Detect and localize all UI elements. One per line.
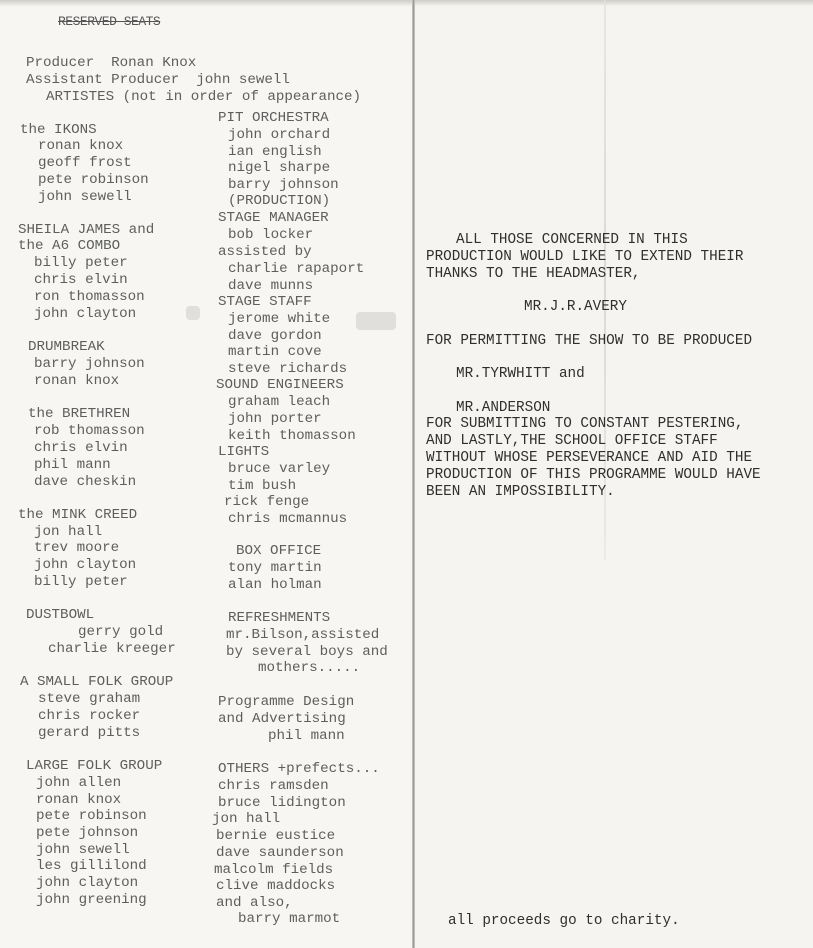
programme-line: mr.Bilson,assisted	[226, 627, 380, 643]
acknowledgement-line: MR.ANDERSON	[456, 400, 551, 416]
programme-line: billy peter	[34, 574, 128, 590]
programme-line: SOUND ENGINEERS	[216, 377, 344, 393]
programme-line: the A6 COMBO	[18, 238, 121, 254]
programme-line: john orchard	[228, 127, 331, 143]
programme-line: phil mann	[34, 457, 111, 473]
programme-line: REFRESHMENTS	[228, 610, 331, 626]
programme-line: rick fenge	[224, 494, 310, 510]
programme-line: bob locker	[228, 227, 314, 243]
programme-line: dave cheskin	[34, 474, 137, 490]
programme-line: and also,	[216, 895, 293, 911]
programme-line: dave gordon	[228, 328, 322, 344]
programme-line: STAGE STAFF	[218, 294, 312, 310]
programme-line: chris elvin	[34, 440, 128, 456]
acknowledgement-line: all proceeds go to charity.	[448, 913, 680, 929]
programme-line: bruce varley	[228, 461, 331, 477]
programme-line: geoff frost	[38, 155, 132, 171]
acknowledgement-line: WITHOUT WHOSE PERSEVERANCE AND AID THE	[426, 450, 753, 466]
programme-line: bernie eustice	[216, 828, 336, 844]
programme-line: keith thomasson	[228, 428, 356, 444]
programme-line: Programme Design	[218, 694, 355, 710]
programme-line: DRUMBREAK	[28, 339, 105, 355]
acknowledgement-line: BEEN AN IMPOSSIBILITY.	[426, 484, 615, 500]
programme-line: tim bush	[228, 478, 297, 494]
programme-line: LARGE FOLK GROUP	[26, 758, 163, 774]
programme-line: barry johnson	[34, 356, 145, 372]
programme-line: john clayton	[34, 557, 137, 573]
acknowledgement-line: FOR PERMITTING THE SHOW TO BE PRODUCED	[426, 333, 753, 349]
programme-line: trev moore	[34, 540, 120, 556]
acknowledgement-line: PRODUCTION WOULD LIKE TO EXTEND THEIR	[426, 249, 744, 265]
programme-line: john porter	[228, 411, 322, 427]
programme-line: john allen	[36, 775, 122, 791]
programme-line: john greening	[36, 892, 147, 908]
programme-line: pete johnson	[36, 825, 139, 841]
programme-line: dave saunderson	[216, 845, 344, 861]
programme-line: ian english	[228, 144, 322, 160]
programme-line: dave munns	[228, 278, 314, 294]
programme-line: charlie rapaport	[228, 261, 365, 277]
programme-line: john sewell	[36, 842, 130, 858]
programme-line: ronan knox	[38, 138, 124, 154]
programme-line: martin cove	[228, 344, 322, 360]
programme-line: chris mcmannus	[228, 511, 348, 527]
programme-line: mothers.....	[258, 660, 361, 676]
acknowledgement-line: MR.J.R.AVERY	[524, 299, 627, 315]
programme-line: barry johnson	[228, 177, 339, 193]
programme-line: and Advertising	[218, 711, 346, 727]
programme-line: chris elvin	[34, 272, 128, 288]
programme-line: ARTISTES (not in order of appearance)	[46, 89, 362, 105]
programme-line: rob thomasson	[34, 423, 145, 439]
acknowledgement-line: THANKS TO THE HEADMASTER,	[426, 266, 641, 282]
programme-line: DUSTBOWL	[26, 607, 95, 623]
programme-line: jon hall	[212, 811, 281, 827]
programme-line: PIT ORCHESTRA	[218, 110, 329, 126]
page-fold	[412, 0, 415, 948]
programme-line: pete robinson	[36, 808, 147, 824]
programme-line: les gillilond	[36, 858, 147, 874]
programme-line: nigel sharpe	[228, 160, 331, 176]
header-fragment: RESERVED SEATS	[58, 14, 161, 29]
ink-smudge	[356, 312, 396, 330]
acknowledgement-line: FOR SUBMITTING TO CONSTANT PESTERING,	[426, 416, 744, 432]
programme-line: OTHERS +prefects...	[218, 761, 380, 777]
programme-line: jerome white	[228, 311, 331, 327]
programme-line: bruce lidington	[218, 795, 346, 811]
programme-line: clive maddocks	[216, 878, 336, 894]
programme-line: gerry gold	[78, 624, 164, 640]
programme-line: alan holman	[228, 577, 322, 593]
programme-line: charlie kreeger	[48, 641, 176, 657]
programme-line: john clayton	[36, 875, 139, 891]
acknowledgement-line: AND LASTLY,THE SCHOOL OFFICE STAFF	[426, 433, 718, 449]
programme-line: Producer Ronan Knox	[26, 55, 197, 71]
programme-line: john clayton	[34, 306, 137, 322]
acknowledgement-line: PRODUCTION OF THIS PROGRAMME WOULD HAVE	[426, 467, 761, 483]
programme-line: steve richards	[228, 361, 348, 377]
programme-line: barry marmot	[238, 911, 341, 927]
programme-line: LIGHTS	[218, 444, 270, 460]
programme-line: tony martin	[228, 560, 322, 576]
programme-line: the IKONS	[20, 122, 97, 138]
programme-line: ronan knox	[36, 792, 122, 808]
programme-line: the BRETHREN	[28, 406, 131, 422]
programme-line: (PRODUCTION)	[228, 193, 331, 209]
acknowledgement-line: ALL THOSE CONCERNED IN THIS	[456, 232, 688, 248]
programme-line: A SMALL FOLK GROUP	[20, 674, 174, 690]
programme-line: malcolm fields	[214, 862, 334, 878]
acknowledgement-line: MR.TYRWHITT and	[456, 366, 585, 382]
paper-top-edge	[0, 0, 813, 6]
programme-line: Assistant Producer john sewell	[26, 72, 290, 88]
programme-line: pete robinson	[38, 172, 149, 188]
ink-smudge	[186, 306, 200, 320]
programme-line: chris rocker	[38, 708, 141, 724]
programme-line: ron thomasson	[34, 289, 145, 305]
programme-line: graham leach	[228, 394, 331, 410]
programme-line: the MINK CREED	[18, 507, 138, 523]
programme-line: jon hall	[34, 524, 103, 540]
programme-line: STAGE MANAGER	[218, 210, 329, 226]
programme-line: chris ramsden	[218, 778, 329, 794]
programme-line: billy peter	[34, 255, 128, 271]
programme-line: SHEILA JAMES and	[18, 222, 155, 238]
programme-line: assisted by	[218, 244, 312, 260]
programme-line: phil mann	[268, 728, 345, 744]
programme-line: gerard pitts	[38, 725, 141, 741]
programme-line: steve graham	[38, 691, 141, 707]
programme-line: john sewell	[38, 189, 132, 205]
programme-line: by several boys and	[226, 644, 388, 660]
programme-line: ronan knox	[34, 373, 120, 389]
programme-line: BOX OFFICE	[236, 543, 322, 559]
